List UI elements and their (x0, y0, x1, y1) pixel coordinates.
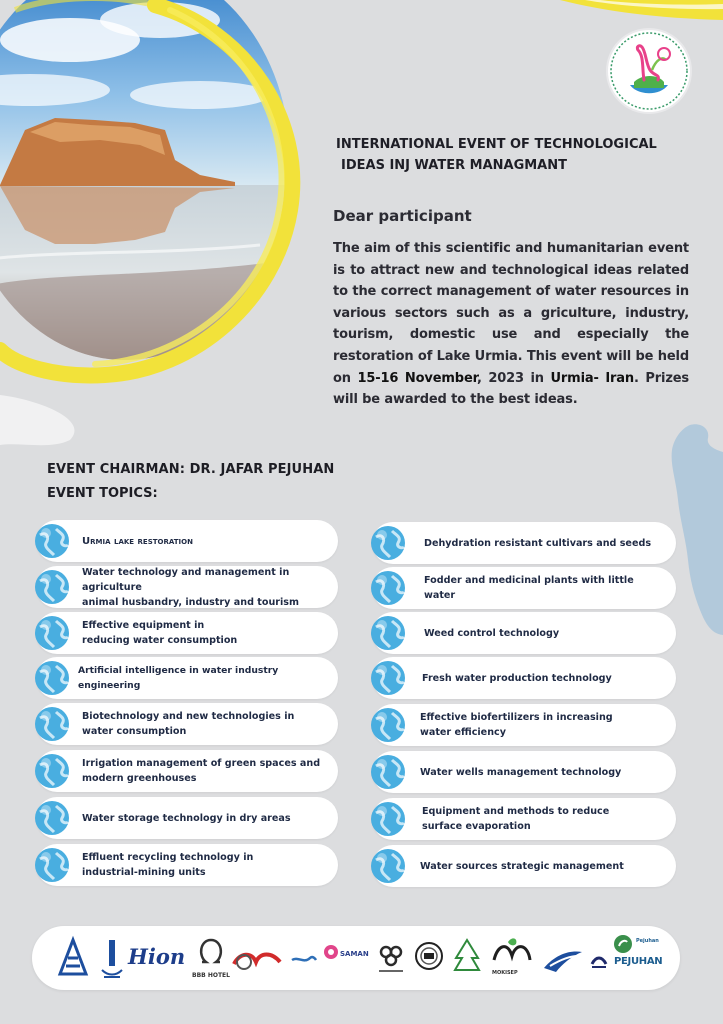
topic-item (372, 704, 676, 746)
event-title-line-2: IDEAS INJ WATER MANAGMANT (341, 158, 567, 173)
topic-label (372, 573, 676, 603)
topic-item (36, 703, 338, 745)
saman-logo (322, 934, 370, 982)
mokisep-logo (488, 934, 536, 982)
pejuhan-leaf-icon (612, 934, 634, 954)
topic-label (372, 710, 621, 740)
topic-line-1: Effective biofertilizers in increasing (420, 712, 613, 723)
intro-text-2: , 2023 in (476, 370, 551, 386)
topic-item (36, 520, 338, 562)
globe-icon (32, 567, 72, 607)
globe-icon (32, 521, 72, 561)
globe-icon (32, 658, 72, 698)
leaf-calligraphy-icon (488, 934, 536, 970)
topic-line-2: water consumption (82, 726, 187, 737)
globe-icon (368, 613, 408, 653)
topic-line-1: Fodder and medicinal plants with little water (424, 575, 634, 601)
emblem-logo-icon (412, 934, 446, 982)
intro-text-3: . Prizes will be awarded to the best ideas. (333, 370, 690, 408)
pejuhan-label: PEJUHAN (614, 956, 663, 967)
green-tree-logo-icon (452, 934, 482, 982)
topic-item (372, 657, 676, 699)
topic-item (36, 566, 338, 608)
topic-label (36, 709, 302, 739)
globe-icon (32, 704, 72, 744)
saman-icon (322, 934, 370, 964)
topic-item (36, 612, 338, 654)
saman-label: SAMAN (340, 950, 369, 958)
topic-item (372, 845, 676, 887)
intro-paragraph (333, 238, 689, 411)
topic-item (372, 612, 676, 654)
topic-item (36, 797, 338, 839)
topic-label (372, 536, 659, 551)
topic-line-2: animal husbandry, industry and tourism (82, 596, 300, 608)
greeting: Dear participant (333, 207, 472, 225)
topic-line-2: industrial-mining units (82, 867, 206, 878)
ministry-logo-icon (98, 934, 126, 982)
topic-line-1: Water sources strategic management (420, 860, 624, 872)
topic-line-1: Irrigation management of green spaces and (82, 758, 321, 769)
topic-item (36, 844, 338, 886)
yellow-brush-ring (0, 0, 325, 400)
topic-line-2: modern greenhouses (82, 773, 197, 784)
intro-text-1: The aim of this scientific and humanitarian event is to attract new and technological ideas related to the correct management of water resources in various sectors such as a griculture, industry, tourism, domestic use and especially the restoration of Lake Urmia. This event will be held on (333, 241, 689, 386)
globe-icon (368, 705, 408, 745)
globe-icon (368, 846, 408, 886)
globe-icon (32, 845, 72, 885)
globe-icon (368, 752, 408, 792)
event-topics-heading: EVENT TOPICS: (47, 486, 158, 501)
topic-label (36, 565, 338, 610)
topic-item (372, 798, 676, 840)
flamingo-logo-icon (608, 30, 690, 112)
mokisep-label: MOKISEP (492, 970, 518, 976)
globe-icon (368, 523, 408, 563)
university-logo-icon (56, 934, 90, 982)
topic-line-1: Urmia lake restoration (82, 535, 193, 547)
intro-dates: 15-16 November (357, 370, 477, 386)
topic-item (36, 657, 338, 699)
ofogh-logo-icon (588, 934, 610, 982)
globe-icon (32, 798, 72, 838)
topic-label (36, 663, 338, 693)
globe-icon (368, 568, 408, 608)
intro-place: Urmia- Iran (550, 370, 635, 386)
topic-line-1: Equipment and methods to reduce (422, 806, 610, 817)
event-title (336, 134, 706, 176)
globe-icon (32, 751, 72, 791)
omega-icon (190, 934, 232, 968)
topic-line-1: Water technology and management in agriculture (82, 566, 290, 593)
topic-line-1: Water wells management technology (420, 766, 622, 778)
topic-label (372, 671, 620, 686)
hion-logo: Hion (128, 944, 186, 969)
event-title-line-1: INTERNATIONAL EVENT OF TECHNOLOGICAL (336, 137, 657, 152)
topic-line-1: Biotechnology and new technologies in (82, 711, 295, 722)
topic-line-2: reducing water consumption (82, 635, 238, 646)
topic-line-1: Artificial intelligence in water industry engineering (78, 665, 279, 691)
topic-line-2: surface evaporation (422, 821, 531, 832)
topic-label (36, 811, 299, 826)
topic-label (372, 765, 629, 780)
topic-line-2: water efficiency (420, 727, 506, 738)
bbb-hotel-label: BBB HOTEL (192, 972, 230, 979)
bbb-hotel-logo (190, 934, 232, 982)
topic-line-1: Effluent recycling technology in (82, 852, 254, 863)
swoosh-logo-icon (542, 934, 584, 982)
topic-label (372, 859, 632, 874)
topic-label (372, 804, 617, 834)
organization-logo-icon (376, 934, 406, 982)
topic-line-1: Dehydration resistant cultivars and seeds (424, 537, 652, 549)
topic-label (36, 756, 328, 786)
globe-icon (368, 799, 408, 839)
sponsor-logos-bar (32, 926, 680, 990)
topic-line-1: Water storage technology in dry areas (82, 812, 291, 824)
globe-icon (32, 613, 72, 653)
topic-line-1: Weed control technology (424, 627, 560, 639)
topic-item (372, 522, 676, 564)
topic-item (36, 750, 338, 792)
topic-item (372, 751, 676, 793)
pejuhan-logo (612, 934, 668, 982)
arabic-text-logo-icon (290, 934, 318, 982)
topic-line-1: Effective equipment in (82, 620, 205, 631)
topic-item (372, 567, 676, 609)
globe-icon (368, 658, 408, 698)
event-chairman: EVENT CHAIRMAN: DR. JAFAR PEJUHAN (47, 462, 335, 477)
topic-line-1: Fresh water production technology (422, 672, 612, 684)
pejuhan-top-label: Pejuhan (636, 938, 659, 944)
cup-logo-icon (230, 934, 284, 982)
